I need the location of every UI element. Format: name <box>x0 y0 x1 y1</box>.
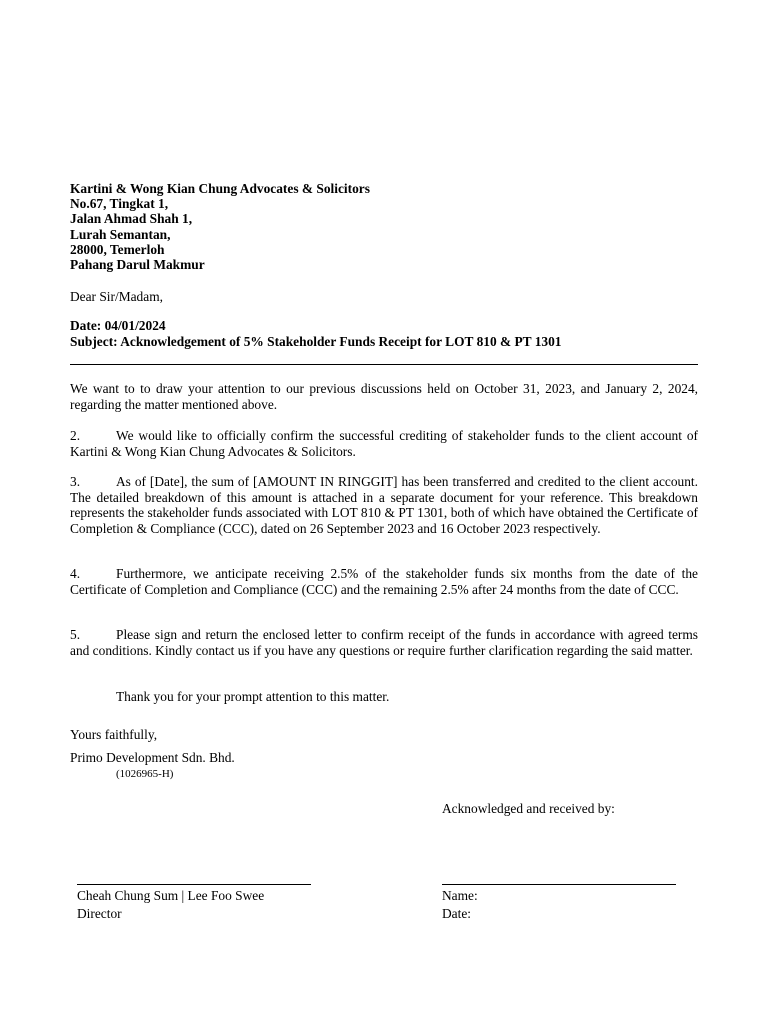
company-number: (1026965-H) <box>116 768 174 780</box>
subject-divider <box>70 364 698 365</box>
salutation: Dear Sir/Madam, <box>70 289 163 304</box>
subject-line: Subject: Acknowledgement of 5% Stakeholder Funds Receipt for LOT 810 & PT 1301 <box>70 333 562 349</box>
letter-meta <box>70 318 562 349</box>
paragraph-number: 5. <box>70 627 81 642</box>
paragraph-4 <box>70 566 698 597</box>
closing-yours: Yours faithfully, <box>70 727 158 742</box>
signatory-names: Cheah Chung Sum | Lee Foo Swee <box>77 888 265 903</box>
paragraph-text: We would like to officially confirm the successful crediting of stakeholder funds to the client account of Kartini & Wong Kian Chung Advocates & Solicitors. <box>70 428 698 459</box>
paragraph-2 <box>70 428 698 459</box>
paragraph-number: 4. <box>70 566 81 581</box>
paragraph-text: As of [Date], the sum of [AMOUNT IN RINGGIT] has been transferred and credited to the client account. The detailed breakdown of this amount is attached in a separate document for your reference. This breakdown represents the stakeholder funds associated with LOT 810 & PT 1301, both of which have obtained the Certificate of Completion & Compliance (CCC), dated on 26 September 2023 and 16 October 2023 respectively. <box>70 474 698 536</box>
paragraph-3 <box>70 474 698 536</box>
recipient-line: Lurah Semantan, <box>70 226 171 242</box>
right-signature-line <box>442 884 676 885</box>
paragraph-number: 2. <box>70 428 81 443</box>
left-signature-line <box>77 884 311 885</box>
recipient-line: 28000, Temerloh <box>70 241 165 257</box>
paragraph-text: We want to to draw your attention to our previous discussions held on October 31, 2023, and January 2, 2024, regarding the matter mentioned above. <box>70 381 698 412</box>
date-label: Date: <box>442 906 471 921</box>
recipient-address <box>70 181 370 272</box>
thanks-line: Thank you for your prompt attention to this matter. <box>116 689 390 704</box>
date-line: Date: 04/01/2024 <box>70 318 166 333</box>
recipient-line: No.67, Tingkat 1, <box>70 196 169 212</box>
recipient-line: Kartini & Wong Kian Chung Advocates & Solicitors <box>70 181 370 196</box>
signatory-title: Director <box>77 906 122 921</box>
acknowledgement-heading: Acknowledged and received by: <box>442 801 615 816</box>
company-name: Primo Development Sdn. Bhd. <box>70 750 235 765</box>
paragraph-5 <box>70 627 698 658</box>
recipient-line: Pahang Darul Makmur <box>70 257 205 273</box>
name-label: Name: <box>442 888 478 903</box>
paragraph-number: 3. <box>70 474 81 489</box>
paragraph-1 <box>70 381 698 412</box>
paragraph-text: Furthermore, we anticipate receiving 2.5% of the stakeholder funds six months from the date of the Certificate of Completion and Compliance (CCC) and the remaining 2.5% after 24 months from the date of CCC. <box>70 566 698 597</box>
paragraph-text: Please sign and return the enclosed letter to confirm receipt of the funds in accordance with agreed terms and conditions. Kindly contact us if you have any questions or require further clarification regarding the said matter. <box>70 627 698 658</box>
recipient-line: Jalan Ahmad Shah 1, <box>70 211 193 227</box>
